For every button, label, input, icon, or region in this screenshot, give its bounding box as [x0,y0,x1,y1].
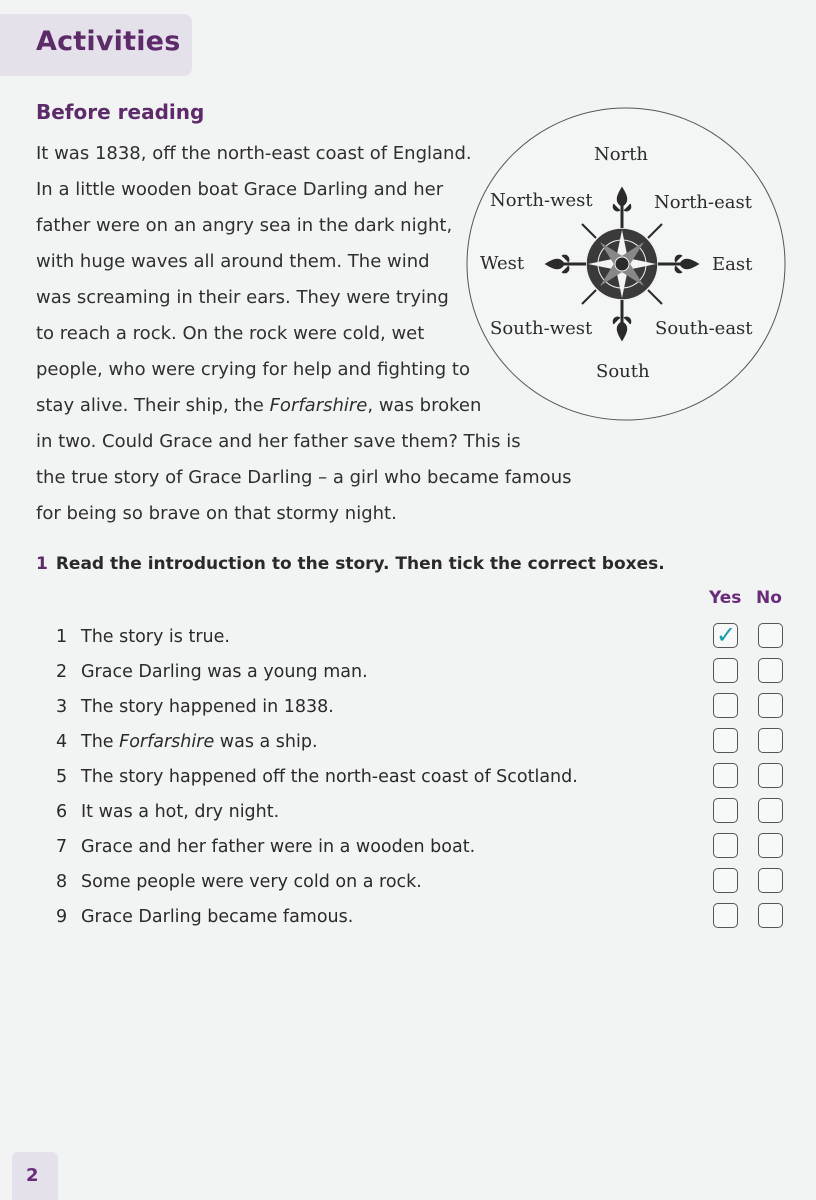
ship-name: Forfarshire [269,395,368,416]
compass-west-label: West [480,253,525,274]
question-text: It was a hot, dry night. [81,802,280,822]
question-text: was a ship. [214,732,318,752]
intro-line: for being so brave on that stormy night. [36,503,397,524]
question-row [56,900,796,935]
question-row [56,865,796,900]
no-checkbox[interactable] [758,903,783,928]
no-checkbox[interactable] [758,623,783,648]
no-checkbox[interactable] [758,868,783,893]
compass-south-label: South [596,361,650,382]
intro-line: father were on an angry sea in the dark night, [36,215,453,236]
compass-north-west-label: North-west [490,190,593,211]
question-row [56,655,796,690]
question-row [56,620,796,655]
yes-checkbox[interactable] [713,763,738,788]
question-text: Grace and her father were in a wooden boat. [81,837,476,857]
intro-line: to reach a rock. On the rock were cold, wet [36,323,425,344]
tick-icon: ✓ [716,621,737,649]
question-number: 8 [56,872,68,892]
intro-line: people, who were crying for help and fighting to [36,359,470,380]
intro-line: in two. Could Grace and her father save them? This is [36,431,521,452]
intro-line: with huge waves all around them. The wind [36,251,430,272]
section-title: Before reading [36,100,205,124]
intro-line: was screaming in their ears. They were trying [36,287,449,308]
no-checkbox[interactable] [758,728,783,753]
question-row [56,690,796,725]
intro-text: stay alive. Their ship, the [36,395,264,416]
intro-text: , was broken [367,395,482,416]
question-text: The [81,732,120,752]
task-instruction [36,554,665,574]
question-row [56,795,796,830]
no-checkbox[interactable] [758,693,783,718]
question-number: 2 [56,662,68,682]
question-row [56,760,796,795]
question-number: 6 [56,802,68,822]
compass-south-west-label: South-west [490,318,593,339]
yes-checkbox[interactable] [713,658,738,683]
yes-checkbox[interactable] [713,833,738,858]
no-column-header: No [756,588,782,608]
question-text: The story happened in 1838. [81,697,334,717]
question-list [56,620,796,935]
compass-diagram [464,106,794,426]
question-row [56,725,796,760]
page-title: Activities [36,26,181,57]
yes-checkbox[interactable] [713,798,738,823]
question-number: 1 [56,627,68,647]
yes-checkbox[interactable] [713,693,738,718]
question-row [56,830,796,865]
yes-checkbox[interactable] [713,728,738,753]
compass-north-label: North [594,144,649,165]
question-text: Grace Darling became famous. [81,907,354,927]
yes-checkbox[interactable] [713,868,738,893]
yes-column-header: Yes [709,588,742,608]
no-checkbox[interactable] [758,833,783,858]
intro-line: the true story of Grace Darling – a girl who became famous [36,467,572,488]
question-text: The story happened off the north-east coast of Scotland. [81,767,578,787]
compass-south-east-label: South-east [655,318,753,339]
question-number: 7 [56,837,68,857]
question-number: 5 [56,767,68,787]
question-number: 3 [56,697,68,717]
yes-checkbox[interactable] [713,623,738,648]
page-number: 2 [26,1165,39,1186]
yes-checkbox[interactable] [713,903,738,928]
question-text: Some people were very cold on a rock. [81,872,422,892]
task-number: 1 [36,554,48,574]
question-text: The story is true. [81,627,230,647]
compass-north-east-label: North-east [654,192,752,213]
question-number: 4 [56,732,68,752]
intro-line: In a little wooden boat Grace Darling and her [36,179,444,200]
compass-east-label: East [712,254,753,275]
intro-line: It was 1838, off the north-east coast of England. [36,143,472,164]
ship-name: Forfarshire [119,732,215,752]
question-text: Grace Darling was a young man. [81,662,368,682]
question-number: 9 [56,907,68,927]
task-text: Read the introduction to the story. Then tick the correct boxes. [55,554,665,574]
no-checkbox[interactable] [758,658,783,683]
no-checkbox[interactable] [758,763,783,788]
no-checkbox[interactable] [758,798,783,823]
